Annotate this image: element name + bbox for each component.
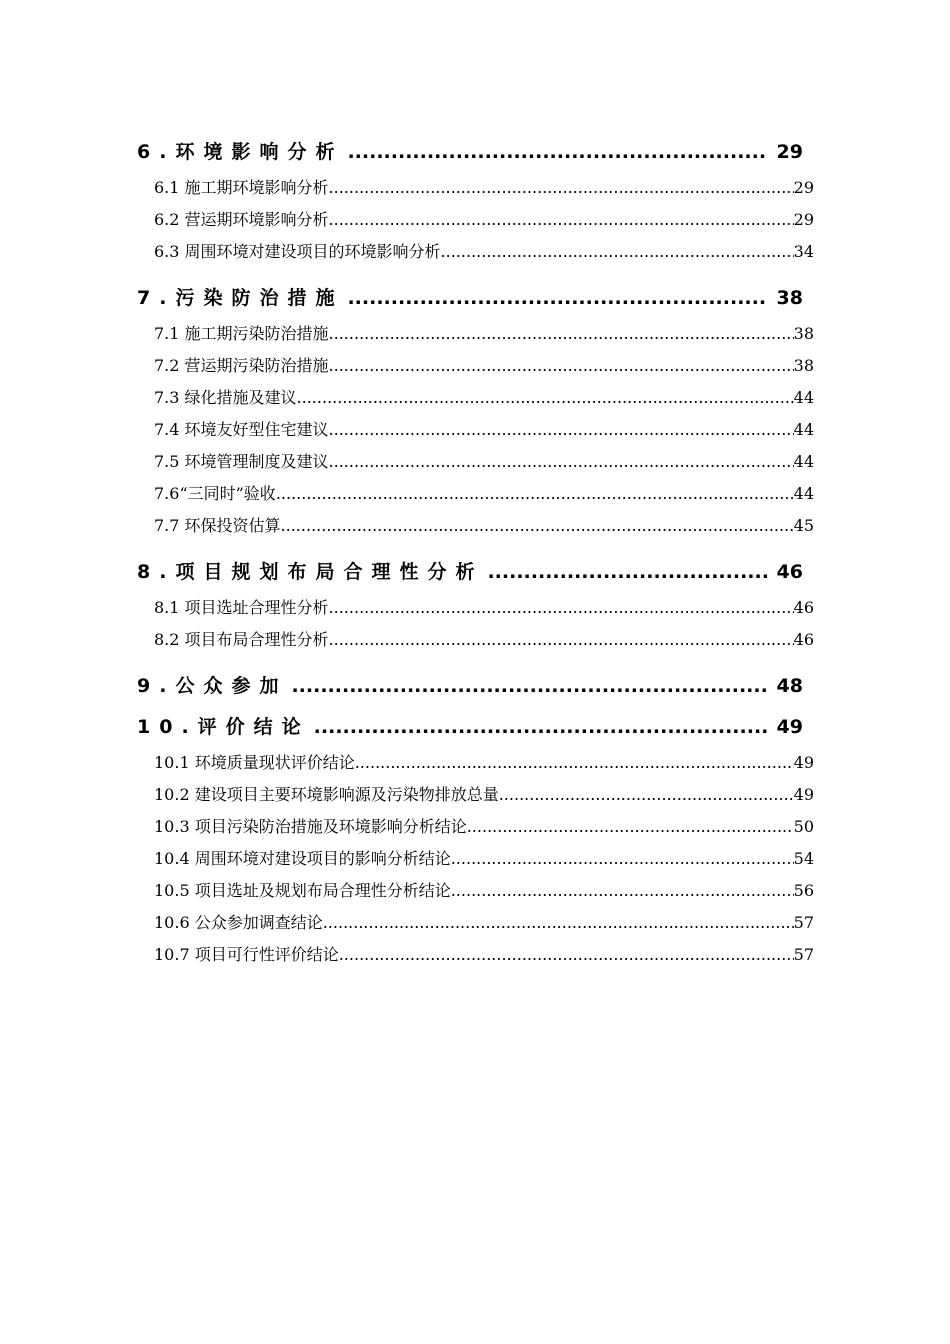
dot-leader <box>329 597 794 619</box>
toc-page-number: 49 <box>793 753 814 772</box>
dot-leader <box>329 323 794 345</box>
toc-title: 10.1 环境质量现状评价结论 <box>154 753 355 772</box>
toc-section-8-2[interactable] <box>154 629 814 651</box>
dot-leader <box>487 560 766 584</box>
toc-title: 8.项目规划布局合理性分析 <box>137 561 484 583</box>
dot-leader <box>347 140 766 164</box>
toc-section-7-7[interactable] <box>154 515 814 537</box>
dot-leader <box>451 848 794 870</box>
dot-leader <box>329 209 794 231</box>
toc-title: 10.4 周围环境对建设项目的影响分析结论 <box>154 849 451 868</box>
toc-section-7-4[interactable] <box>154 419 814 441</box>
toc-section-10-4[interactable] <box>154 848 814 870</box>
dot-leader <box>347 286 766 310</box>
toc-section-10-6[interactable] <box>154 912 814 934</box>
toc-page-number: 57 <box>793 945 814 964</box>
toc-section-7-5[interactable] <box>154 451 814 473</box>
toc-section-10-3[interactable] <box>154 816 814 838</box>
toc-page-number: 45 <box>793 516 814 535</box>
dot-leader <box>441 241 794 263</box>
dot-leader <box>329 177 794 199</box>
toc-chapter-7[interactable] <box>137 286 803 310</box>
toc-title: 7.6“三同时”验收 <box>154 484 276 503</box>
toc-section-10-1[interactable] <box>154 752 814 774</box>
toc-section-10-2[interactable] <box>154 784 814 806</box>
dot-leader <box>355 752 794 774</box>
toc-section-10-5[interactable] <box>154 880 814 902</box>
toc-page-number: 29 <box>793 178 814 197</box>
toc-page-number: 29 <box>776 141 803 163</box>
toc-page-number: 46 <box>793 598 814 617</box>
toc-section-8-1[interactable] <box>154 597 814 619</box>
dot-leader <box>329 419 794 441</box>
toc-page-number: 46 <box>793 630 814 649</box>
toc-title: 8.2 项目布局合理性分析 <box>154 630 329 649</box>
dot-leader <box>329 629 794 651</box>
toc-title: 7.4 环境友好型住宅建议 <box>154 420 329 439</box>
toc-section-7-6[interactable] <box>154 483 814 505</box>
toc-section-7-2[interactable] <box>154 355 814 377</box>
toc-chapter-10[interactable] <box>137 715 803 739</box>
toc-page-number: 54 <box>793 849 814 868</box>
toc-title: 7.污染防治措施 <box>137 287 344 309</box>
dot-leader <box>329 451 794 473</box>
toc-title: 6.3 周围环境对建设项目的环境影响分析 <box>154 242 441 261</box>
toc-title: 10.7 项目可行性评价结论 <box>154 945 339 964</box>
toc-page-number: 56 <box>793 881 814 900</box>
toc-page-number: 29 <box>793 210 814 229</box>
toc-title: 10.3 项目污染防治措施及环境影响分析结论 <box>154 817 467 836</box>
toc-page-number: 38 <box>793 356 814 375</box>
toc-page-number: 49 <box>776 716 803 738</box>
toc-page-number: 57 <box>793 913 814 932</box>
dot-leader <box>297 387 794 409</box>
toc-section-7-1[interactable] <box>154 323 814 345</box>
toc-title: 7.5 环境管理制度及建议 <box>154 452 329 471</box>
toc-title: 9.公众参加 <box>137 675 288 697</box>
dot-leader <box>339 944 794 966</box>
dot-leader <box>314 715 767 739</box>
toc-page-number: 34 <box>793 242 814 261</box>
toc-title: 10.6 公众参加调查结论 <box>154 913 323 932</box>
dot-leader <box>329 355 794 377</box>
toc-page-number: 44 <box>793 420 814 439</box>
toc-chapter-9[interactable] <box>137 674 803 698</box>
toc-title: 10.评价结论 <box>137 716 310 738</box>
toc-title: 8.1 项目选址合理性分析 <box>154 598 329 617</box>
dot-leader <box>499 784 794 806</box>
toc-title: 10.5 项目选址及规划布局合理性分析结论 <box>154 881 451 900</box>
toc-section-7-3[interactable] <box>154 387 814 409</box>
toc-section-6-2[interactable] <box>154 209 814 231</box>
toc-page-number: 49 <box>793 785 814 804</box>
dot-leader <box>451 880 794 902</box>
toc-title: 7.7 环保投资估算 <box>154 516 281 535</box>
toc-title: 7.3 绿化措施及建议 <box>154 388 297 407</box>
dot-leader <box>291 674 766 698</box>
toc-title: 6.2 营运期环境影响分析 <box>154 210 329 229</box>
toc-chapter-8[interactable] <box>137 560 803 584</box>
toc-page-number: 44 <box>793 484 814 503</box>
toc-title: 6.1 施工期环境影响分析 <box>154 178 329 197</box>
toc-section-10-7[interactable] <box>154 944 814 966</box>
toc-title: 6.环境影响分析 <box>137 141 344 163</box>
toc-section-6-1[interactable] <box>154 177 814 199</box>
toc-title: 10.2 建设项目主要环境影响源及污染物排放总量 <box>154 785 499 804</box>
toc-chapter-6[interactable] <box>137 140 803 164</box>
toc-title: 7.1 施工期污染防治措施 <box>154 324 329 343</box>
toc-page-number: 38 <box>776 287 803 309</box>
toc-page-number: 48 <box>776 675 803 697</box>
toc-page-number: 44 <box>793 452 814 471</box>
toc-section-6-3[interactable] <box>154 241 814 263</box>
dot-leader <box>467 816 794 838</box>
toc-page-number: 46 <box>776 561 803 583</box>
dot-leader <box>281 515 794 537</box>
toc-page-number: 38 <box>793 324 814 343</box>
toc-title: 7.2 营运期污染防治措施 <box>154 356 329 375</box>
toc-page-number: 44 <box>793 388 814 407</box>
toc-page-number: 50 <box>793 817 814 836</box>
dot-leader <box>323 912 794 934</box>
dot-leader <box>276 483 794 505</box>
